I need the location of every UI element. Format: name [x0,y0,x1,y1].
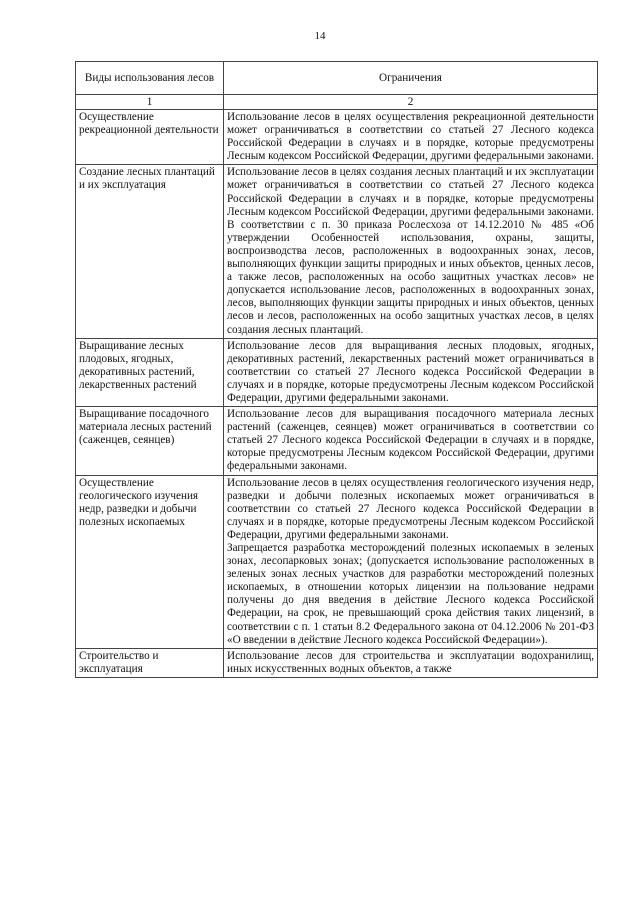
column-number-row [76,95,598,110]
restriction-paragraph: Использование лесов для строительства и эксплуатации водохранилищ, иных искусственных водных объектов, а также [227,649,594,675]
restriction-paragraph: Использование лесов в целях осуществления рекреационной деятельности может ограничиваться в соответствии со статьей 27 Лесного кодекса Российской Федерации в случаях и в порядке, которые предусмотрены Лесным кодексом Российской Федерации, другими федеральными законами. [227,111,594,163]
restriction-text [224,475,598,648]
restriction-paragraph: Запрещается разработка месторождений полезных ископаемых в зеленых зонах, лесопарковых зонах; (допускается использование расположенных в зеленых зонах лесных участков для разработки месторождений полезных ископаемых, в отношении которых лицензии на пользование недрами получены до дня введения в действие Лесного кодекса Российской Федерации, на срок, не превышающий срока действия таких лицензий, в соответствии с п. 1 статьи 8.2 Федерального закона от 04.12.2006 № 201-ФЗ «О введении в действие Лесного кодекса Российской Федерации»). [227,542,594,646]
table-row [76,648,598,677]
restrictions-table [75,61,598,678]
table-row [76,407,598,475]
restriction-text [224,648,598,677]
restriction-paragraph: Использование лесов в целях осуществления геологического изучения недр, разведки и добычи полезных ископаемых может ограничиваться в соответствии со статьей 27 Лесного кодекса Российской Федерации в случаях и в порядке, которые предусмотрены Лесным кодексом Российской Федерации, другими федеральными законами. [227,476,594,541]
column-number-1: 1 [76,95,224,110]
forest-use-kind: Выращивание посадочного материала лесных растений (саженцев, сеянцев) [76,407,224,475]
restriction-paragraph: Использование лесов для выращивания посадочного материала лесных растений (саженцев, сеянцев) может ограничиваться в соответствии со статьей 27 Лесного кодекса Российской Федерации в случаях и в порядке, которые предусмотрены Лесным кодексом Российской Федерации, другими федеральными законами. [227,408,594,473]
restriction-paragraph: В соответствии с п. 30 приказа Рослесхоза от 14.12.2010 № 485 «Об утверждении Особенностей использования, охраны, защиты, воспроизводства лесов, расположенных в водоохранных зонах, лесов, выполняющих функции защиты природных и иных объектов, ценных лесов, а также лесов, расположенных на особо защитных участках лесов» не допускается использование лесов, расположенных в водоохранных зонах, лесов, выполняющих функции защиты природных и иных объектов, ценных лесов и лесов, расположенных на особо защитных участках лесов, в целях создания лесных плантаций. [227,218,594,336]
forest-use-kind: Строительство и эксплуатация [76,648,224,677]
page-number: 14 [314,30,326,42]
forest-use-kind: Создание лесных плантаций и их эксплуатация [76,165,224,338]
table-row [76,165,598,338]
column-number-2: 2 [224,95,598,110]
header-restrictions: Ограничения [224,62,598,95]
forest-use-kind: Осуществление геологического изучения недр, разведки и добычи полезных ископаемых [76,475,224,648]
table-row [76,110,598,165]
forest-use-kind: Осуществление рекреационной деятельности [76,110,224,165]
restriction-paragraph: Использование лесов для выращивания лесных плодовых, ягодных, декоративных растений, лекарственных растений может ограничиваться в соответствии со статьей 27 Лесного кодекса Российской Федерации в случаях и в порядке, которые предусмотрены Лесным кодексом Российской Федерации, другими федеральными законами. [227,339,594,404]
restriction-paragraph: Использование лесов в целях создания лесных плантаций и их эксплуатации может ограничиваться в соответствии со статьей 27 Лесного кодекса Российской Федерации в случаях и в порядке, которые предусмотрены Лесным кодексом Российской Федерации, другими федеральными законами. [227,166,594,218]
header-forest-use-types: Виды использования лесов [76,62,224,95]
restriction-text [224,165,598,338]
forest-use-kind: Выращивание лесных плодовых, ягодных, декоративных растений, лекарственных растений [76,338,224,406]
restriction-text [224,110,598,165]
restriction-text [224,407,598,475]
table-header-row [76,62,598,95]
table-row [76,338,598,406]
table-row [76,475,598,648]
restriction-text [224,338,598,406]
